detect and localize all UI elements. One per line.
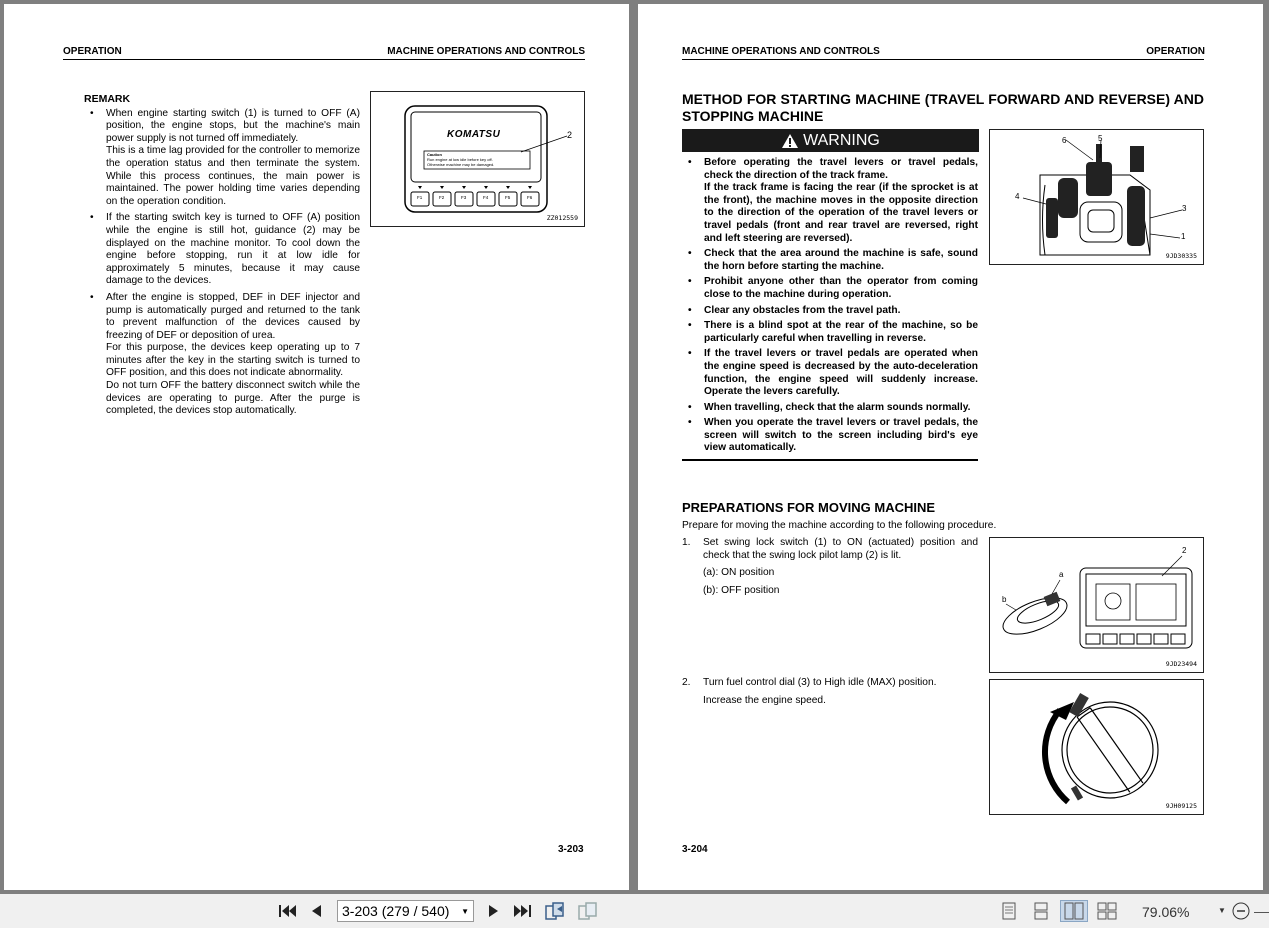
document-page-left xyxy=(4,4,629,890)
remark-item: • When engine starting switch (1) is turned to OFF (A) position, the engine stops, but the machine's main power supply is not turned off immediately. This is a time lag provided for the controller to memorize the operation status and then terminate the system. While this process continues, the main power is maintained. The power holding time varies depending on the operation condition. xyxy=(84,108,360,209)
single-page-icon xyxy=(1002,902,1016,920)
step-number: 1. xyxy=(682,537,691,548)
step-text: Turn fuel control dial (3) to High idle (MAX) position. xyxy=(703,677,937,688)
figure-code: 9JD23494 xyxy=(1165,660,1197,668)
warning-item: • Check that the area around the machine is safe, sound the horn before starting the machine. xyxy=(682,248,978,273)
single-page-view-button[interactable] xyxy=(998,900,1020,922)
operator-cab-illustration xyxy=(990,130,1203,264)
callout-6: 6 xyxy=(1062,136,1067,145)
callout-2: 2 xyxy=(567,130,573,140)
page-number: 3-204 xyxy=(682,844,708,855)
next-page-icon xyxy=(486,903,500,919)
zoom-slider[interactable] xyxy=(1254,912,1269,913)
warning-item: • When travelling, check that the alarm sounds normally. xyxy=(682,402,978,415)
callout-5: 5 xyxy=(1098,134,1103,143)
facing-pages-icon xyxy=(1064,902,1084,920)
warning-item: • When you operate the travel levers or travel pedals, the screen will switch to the screen including bird's eye view automatically. xyxy=(682,417,978,455)
continuous-facing-view-button[interactable] xyxy=(1095,900,1119,922)
callout-2: 2 xyxy=(1182,546,1187,555)
guidance-message: Caution Run engine at low idle before key off. Otherwise machine may be damaged. xyxy=(427,152,495,167)
next-view-icon xyxy=(577,901,599,921)
remark-item: • If the starting switch key is turned to OFF (A) position while the engine is still hot, guidance (2) may be displayed on the machine monitor. To cool down the engine before stopping, run it at low idle for approximately 5 minutes, because it may cause damage to the devices. xyxy=(84,212,360,288)
remark-list xyxy=(84,108,360,418)
callout-b: b xyxy=(1002,595,1007,604)
swing-lock-switch-illustration xyxy=(990,538,1203,672)
page-number-input[interactable] xyxy=(337,900,474,922)
page-number: 3-203 xyxy=(558,844,584,855)
swing-lock-figure xyxy=(989,537,1204,673)
page-header-left: MACHINE OPERATIONS AND CONTROLS xyxy=(682,46,880,57)
step-sub: Increase the engine speed. xyxy=(703,694,826,706)
header-rule xyxy=(682,59,1204,60)
komatsu-logo: KOMATSU xyxy=(447,129,501,140)
remark-title: REMARK xyxy=(84,93,131,105)
section-intro: Prepare for moving the machine according to the following procedure. xyxy=(682,520,997,531)
zoom-out-button[interactable] xyxy=(1230,900,1252,922)
header-rule xyxy=(63,59,585,60)
warning-label: WARNING xyxy=(803,131,880,149)
warning-list xyxy=(682,157,978,455)
go-forward-view-button[interactable] xyxy=(576,900,600,922)
zoom-dropdown-chevron-icon[interactable]: ▼ xyxy=(1218,906,1226,915)
warning-list-block xyxy=(682,157,978,461)
continuous-facing-icon xyxy=(1097,902,1117,920)
callout-1: 1 xyxy=(1181,232,1186,241)
continuous-view-button[interactable] xyxy=(1030,900,1052,922)
remark-block xyxy=(84,93,360,422)
go-back-view-button[interactable] xyxy=(543,900,567,922)
warning-item: • Prohibit anyone other than the operator from coming close to the machine during operation. xyxy=(682,276,978,301)
document-page-right xyxy=(638,4,1263,890)
continuous-page-icon xyxy=(1034,902,1048,920)
page-header-right: OPERATION xyxy=(1146,46,1205,57)
page-header-left: OPERATION xyxy=(63,46,122,57)
previous-page-icon xyxy=(309,903,323,919)
previous-view-icon xyxy=(544,901,566,921)
warning-item: • Before operating the travel levers or travel pedals, check the direction of the track frame. If the track frame is facing the rear (if the sprocket is at the front), the machine moves in the opposite direction to the direction of the operation of the travel levers or travel pedals (front and rear travel are reversed, right and left steering are reversed). xyxy=(682,157,978,245)
warning-triangle-icon xyxy=(781,133,799,149)
step-sub: (b): OFF position xyxy=(703,584,780,596)
section-title-preparations: PREPARATIONS FOR MOVING MACHINE xyxy=(682,500,936,515)
step-number: 2. xyxy=(682,677,691,688)
last-page-icon xyxy=(513,903,533,919)
next-page-button[interactable] xyxy=(483,900,503,922)
callout-a: a xyxy=(1059,570,1064,579)
previous-page-button[interactable] xyxy=(306,900,326,922)
step-1 xyxy=(682,537,978,597)
chevron-down-icon: ▼ xyxy=(461,906,469,916)
figure-code: 9JD30335 xyxy=(1165,252,1197,260)
page-header-right: MACHINE OPERATIONS AND CONTROLS xyxy=(387,46,585,57)
step-sub: (a): ON position xyxy=(703,567,775,579)
callout-4: 4 xyxy=(1015,192,1020,201)
zoom-out-icon xyxy=(1232,902,1250,920)
callout-3: 3 xyxy=(1182,204,1187,213)
step-text: Set swing lock switch (1) to ON (actuated) position and check that the swing lock pilot lamp (2) is lit. xyxy=(703,537,978,561)
facing-pages-view-button[interactable] xyxy=(1060,900,1088,922)
warning-banner xyxy=(682,129,979,152)
viewer-toolbar xyxy=(0,894,1269,928)
fuel-dial-figure xyxy=(989,679,1204,815)
cab-controls-figure xyxy=(989,129,1204,265)
zoom-level[interactable]: 79.06% xyxy=(1142,904,1190,920)
figure-code: 9JH09125 xyxy=(1165,802,1197,810)
first-page-button[interactable] xyxy=(276,900,298,922)
step-2 xyxy=(682,677,978,707)
fuel-control-dial-illustration xyxy=(990,680,1203,814)
section-title-starting: METHOD FOR STARTING MACHINE (TRAVEL FORWARD AND REVERSE) AND STOPPING MACHINE xyxy=(682,91,1204,124)
warning-item: • If the travel levers or travel pedals are operated when the engine speed is decreased by the auto-deceleration function, the engine speed will suddenly increase. Operate the levers carefully. xyxy=(682,348,978,398)
figure-code: ZZ012559 xyxy=(546,214,578,222)
page-display: 3-203 (279 / 540) xyxy=(342,903,450,919)
first-page-icon xyxy=(277,903,297,919)
warning-item: • There is a blind spot at the rear of the machine, so be particularly careful when travelling in reverse. xyxy=(682,320,978,345)
monitor-figure: KOMATSU 2 Caution Run engine at low idle before key off. Otherwise machine may be damaged. F1 F2 F3 F4 F5 F6 ZZ012559 xyxy=(370,91,585,227)
last-page-button[interactable] xyxy=(512,900,534,922)
warning-item: • Clear any obstacles from the travel path. xyxy=(682,305,978,318)
remark-item: • After the engine is stopped, DEF in DEF injector and pump is automatically purged and returned to the tank to prevent malfunction of the devices caused by freezing of DEF or deposition of urea. For this purpose, the devices keep operating up to 7 minutes after the key in the starting switch is turned to OFF position, and this does not indicate abnormality. Do not turn OFF the battery disconnect switch while the devices are operating to purge. After the purge is completed, the devices stop automatically. xyxy=(84,292,360,418)
